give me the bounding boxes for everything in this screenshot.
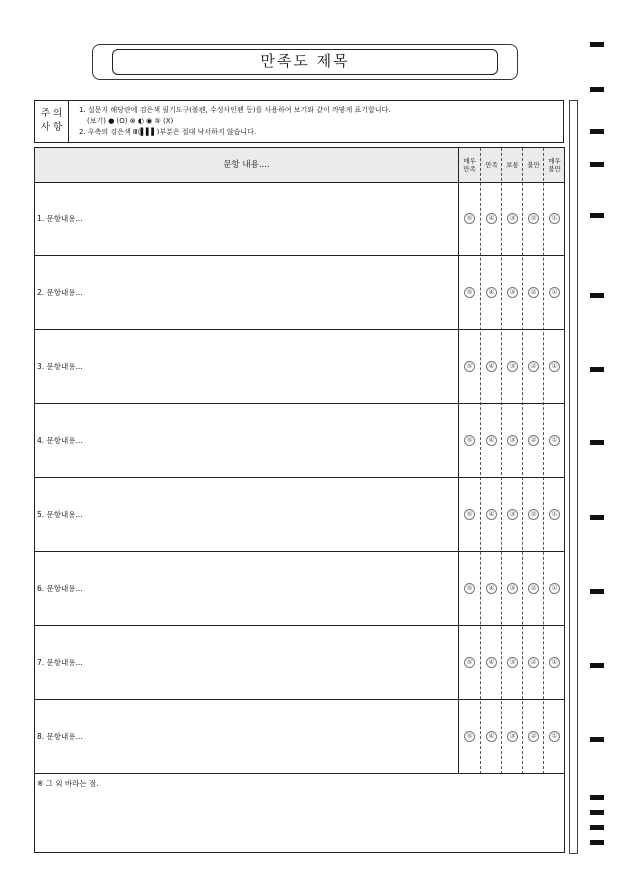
answer-option[interactable]: ⑤ xyxy=(464,435,475,446)
answer-option[interactable]: ① xyxy=(549,361,560,372)
answer-option[interactable]: ④ xyxy=(486,287,497,298)
question-row xyxy=(35,330,564,404)
question-row xyxy=(35,478,564,552)
notice-text xyxy=(79,105,391,137)
scale-header-very-dissatisfied xyxy=(544,148,565,182)
answer-option[interactable]: ④ xyxy=(486,731,497,742)
timing-mark xyxy=(590,162,604,167)
answer-option[interactable]: ② xyxy=(528,731,539,742)
comment-label: ※ 그 외 바라는 점. xyxy=(37,779,99,788)
scale-header-label: 보통 xyxy=(506,161,519,169)
answer-option[interactable]: ① xyxy=(549,435,560,446)
answer-option[interactable]: ② xyxy=(528,361,539,372)
answer-option[interactable]: ③ xyxy=(507,657,518,668)
answer-option[interactable]: ⑤ xyxy=(464,361,475,372)
answer-option[interactable]: ⑤ xyxy=(464,731,475,742)
answer-option[interactable]: ③ xyxy=(507,287,518,298)
answer-option[interactable]: ③ xyxy=(507,731,518,742)
table-header xyxy=(35,148,564,183)
content-header: 문항 내용.... xyxy=(223,160,270,170)
timing-mark xyxy=(590,440,604,445)
answer-option[interactable]: ③ xyxy=(507,361,518,372)
answer-option[interactable]: ② xyxy=(528,435,539,446)
answer-option[interactable]: ④ xyxy=(486,657,497,668)
question-text: 4. 문항내용... xyxy=(37,436,83,445)
notice-line-2: 2. 우측의 검은색 Ⅲ(▌▌▌)부분은 절대 낙서하지 않습니다. xyxy=(79,127,257,136)
notice-label-line1: 주 의 xyxy=(40,108,63,119)
scale-header-satisfied xyxy=(481,148,502,182)
scale-header-very-satisfied xyxy=(459,148,480,182)
timing-mark xyxy=(590,663,604,668)
side-rail xyxy=(569,100,578,854)
survey-table xyxy=(34,147,565,853)
answer-option[interactable]: ③ xyxy=(507,509,518,520)
timing-mark xyxy=(590,810,604,815)
scale-header-label: 만족 xyxy=(485,161,498,169)
timing-mark xyxy=(590,213,604,218)
notice-line-1: 1. 설문지 해당란에 검은색 필기도구(볼펜, 수성사인펜 등)를 사용하여 보기와 같이 까맣게 표기합니다. xyxy=(79,106,391,114)
answer-option[interactable]: ④ xyxy=(486,213,497,224)
answer-option[interactable]: ② xyxy=(528,287,539,298)
answer-option[interactable]: ① xyxy=(549,287,560,298)
answer-option[interactable]: ③ xyxy=(507,583,518,594)
question-row xyxy=(35,626,564,700)
timing-mark xyxy=(590,42,604,47)
question-row xyxy=(35,182,564,256)
timing-mark xyxy=(590,515,604,520)
timing-mark xyxy=(590,795,604,800)
answer-option[interactable]: ① xyxy=(549,509,560,520)
answer-option[interactable]: ① xyxy=(549,583,560,594)
question-text: 3. 문항내용... xyxy=(37,362,83,371)
answer-option[interactable]: ① xyxy=(549,657,560,668)
answer-option[interactable]: ④ xyxy=(486,435,497,446)
timing-mark xyxy=(590,87,604,92)
timing-mark xyxy=(590,129,604,134)
notice-box xyxy=(34,100,564,143)
timing-mark xyxy=(590,737,604,742)
answer-option[interactable]: ④ xyxy=(486,361,497,372)
answer-option[interactable]: ③ xyxy=(507,435,518,446)
question-text: 7. 문항내용... xyxy=(37,658,83,667)
timing-mark xyxy=(590,589,604,594)
question-row xyxy=(35,552,564,626)
scale-header-label: 불만 xyxy=(527,161,540,169)
question-text: 2. 문항내용... xyxy=(37,288,83,297)
scale-header-dissatisfied xyxy=(523,148,544,182)
notice-label xyxy=(35,101,69,142)
answer-option[interactable]: ⑤ xyxy=(464,509,475,520)
scale-header-label: 매우 불만 xyxy=(548,157,561,173)
scale-header-neutral xyxy=(502,148,523,182)
timing-mark xyxy=(590,840,604,845)
question-row xyxy=(35,404,564,478)
scale-header-label: 매우 만족 xyxy=(463,157,476,173)
answer-option[interactable]: ① xyxy=(549,731,560,742)
answer-option[interactable]: ④ xyxy=(486,509,497,520)
answer-option[interactable]: ② xyxy=(528,509,539,520)
question-text: 8. 문항내용... xyxy=(37,732,83,741)
title-frame xyxy=(92,44,518,80)
question-row xyxy=(35,700,564,774)
question-text: 6. 문항내용... xyxy=(37,584,83,593)
page-title: 만족도 제목 xyxy=(112,49,498,75)
answer-option[interactable]: ① xyxy=(549,213,560,224)
answer-option[interactable]: ② xyxy=(528,583,539,594)
question-text: 1. 문항내용... xyxy=(37,214,83,223)
notice-label-line2: 사 항 xyxy=(40,122,63,133)
question-row xyxy=(35,256,564,330)
timing-mark xyxy=(590,367,604,372)
timing-mark xyxy=(590,293,604,298)
answer-option[interactable]: ⑤ xyxy=(464,287,475,298)
answer-option[interactable]: ② xyxy=(528,657,539,668)
answer-option[interactable]: ③ xyxy=(507,213,518,224)
answer-option[interactable]: ④ xyxy=(486,583,497,594)
answer-option[interactable]: ② xyxy=(528,213,539,224)
timing-mark xyxy=(590,825,604,830)
question-text: 5. 문항내용... xyxy=(37,510,83,519)
answer-option[interactable]: ⑤ xyxy=(464,657,475,668)
answer-option[interactable]: ⑤ xyxy=(464,583,475,594)
notice-line-example: (보기) ● (O) ⊗ ◐ ◉ ⑤ (X) xyxy=(87,116,174,125)
answer-option[interactable]: ⑤ xyxy=(464,213,475,224)
